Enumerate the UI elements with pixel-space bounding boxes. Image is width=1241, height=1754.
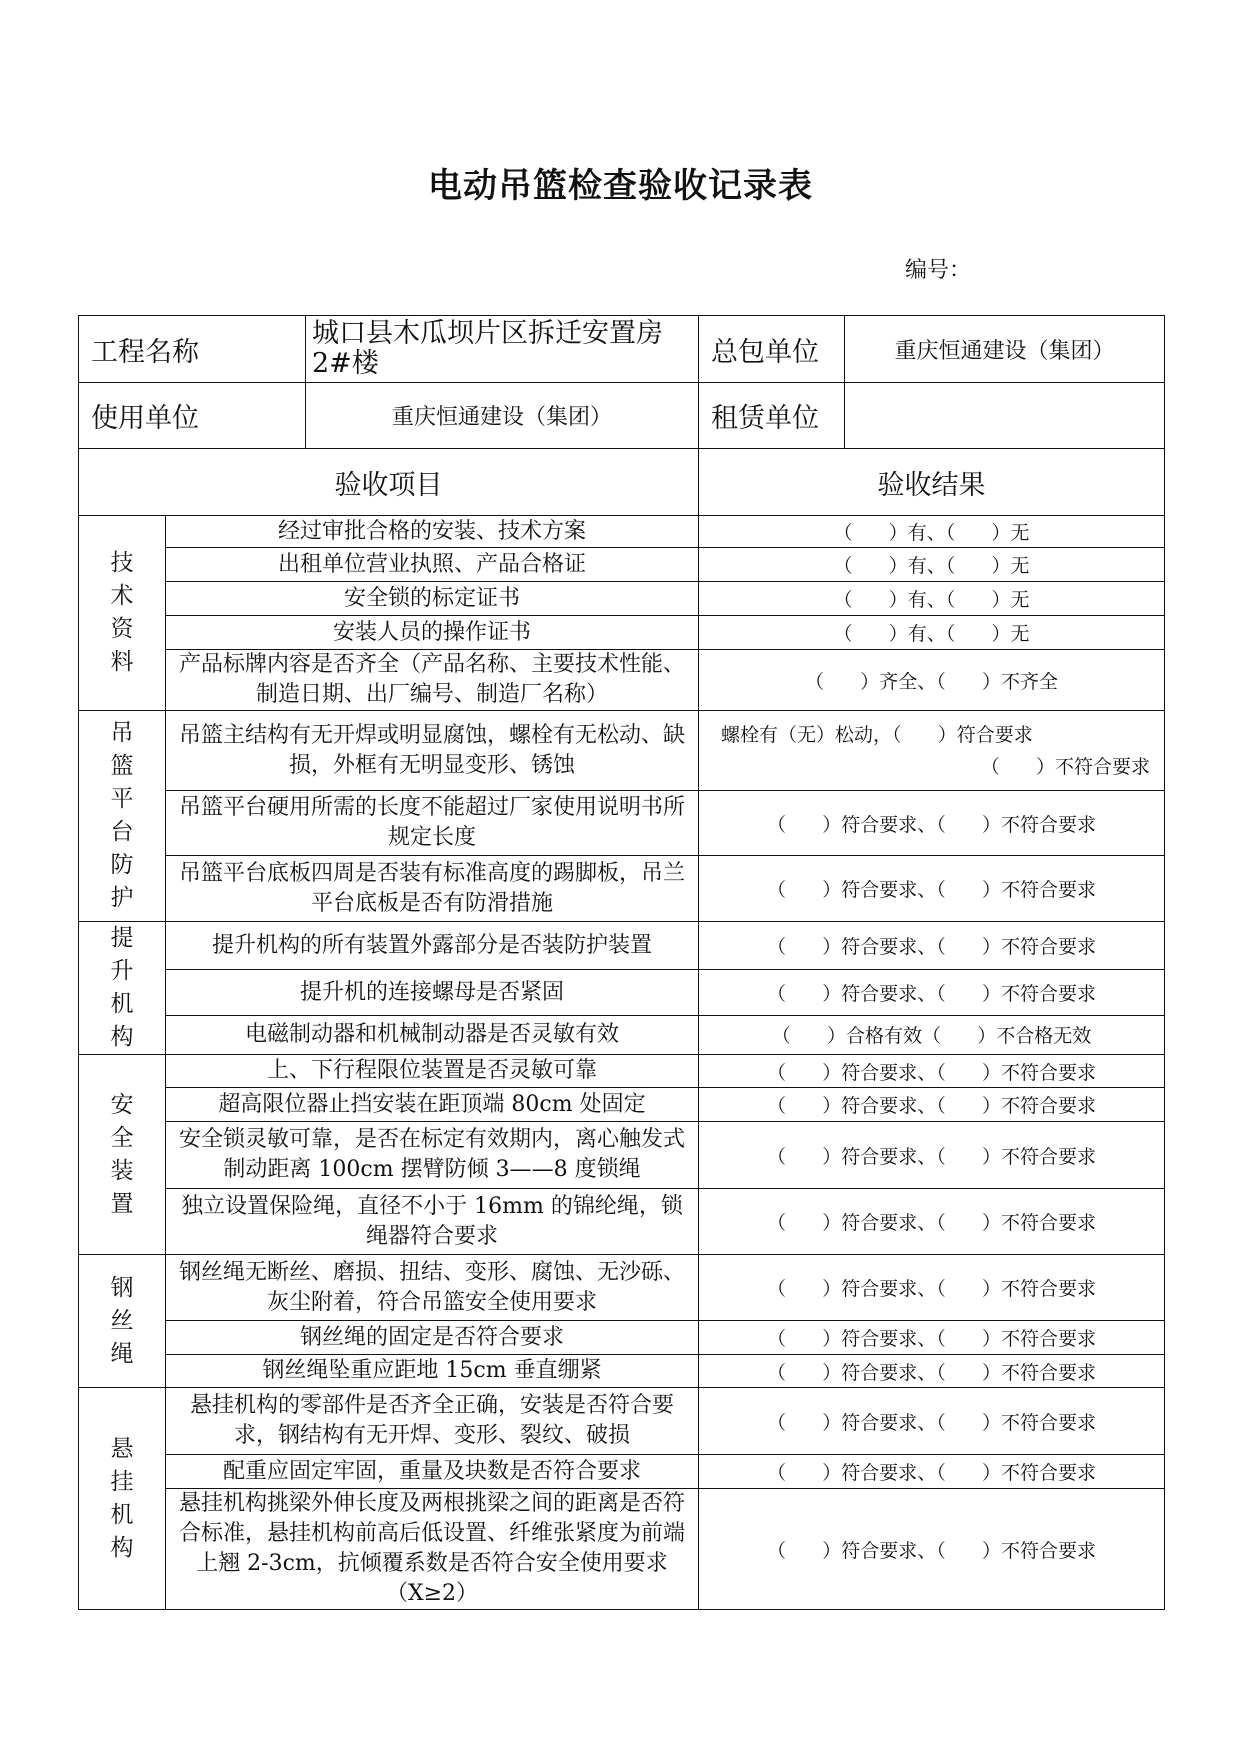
category-cell	[79, 711, 166, 922]
table-row	[79, 791, 1165, 856]
inspection-result: （ ）符合要求、（ ）不符合要求	[699, 1088, 1165, 1122]
table-row	[79, 1122, 1165, 1189]
inspection-item: 吊篮平台底板四周是否装有标准高度的踢脚板，吊兰平台底板是否有防滑措施	[166, 856, 699, 922]
category-char: 装	[110, 1157, 134, 1184]
table-row	[79, 922, 1165, 970]
inspection-item: 独立设置保险绳，直径不小于 16mm 的锦纶绳，锁绳器符合要求	[166, 1189, 699, 1255]
table-row	[79, 516, 1165, 548]
inspection-item: 钢丝绳无断丝、磨损、扭结、变形、腐蚀、无沙砾、灰尘附着，符合吊篮安全使用要求	[166, 1255, 699, 1321]
category-char: 丝	[110, 1307, 134, 1334]
table-row	[79, 582, 1165, 616]
table-row	[79, 1388, 1165, 1455]
inspection-item: 安全锁灵敏可靠，是否在标定有效期内，离心触发式制动距离 100cm 摆臂防倾 3——8 度锁绳	[166, 1122, 699, 1189]
inspection-item: 悬挂机构的零部件是否齐全正确，安装是否符合要求，钢结构有无开焊、变形、裂纹、破损	[166, 1388, 699, 1455]
category-char: 篮	[110, 753, 134, 779]
category-char: 悬	[110, 1435, 134, 1462]
inspection-item: 安装人员的操作证书	[166, 616, 699, 650]
inspection-item: 经过审批合格的安装、技术方案	[166, 516, 699, 548]
category-char: 台	[110, 819, 134, 845]
category-char: 构	[110, 1024, 134, 1050]
category-char: 资	[110, 616, 134, 642]
inspection-result: （ ）齐全、（ ）不齐全	[699, 650, 1165, 711]
inspection-result: （ ）符合要求、（ ）不符合要求	[699, 1388, 1165, 1455]
project-name-label: 工程名称	[79, 316, 306, 383]
inspection-result: （ ）符合要求、（ ）不符合要求	[699, 1255, 1165, 1321]
header-row-user	[79, 383, 1165, 449]
general-contractor-label: 总包单位	[699, 316, 845, 383]
category-cell	[79, 516, 166, 711]
inspection-result: （ ）合格有效（ ）不合格无效	[699, 1015, 1165, 1054]
category-char: 吊	[110, 720, 134, 746]
inspection-result: （ ）符合要求、（ ）不符合要求	[699, 1321, 1165, 1355]
table-row	[79, 1189, 1165, 1255]
category-cell	[79, 1388, 166, 1610]
leasing-unit-label: 租赁单位	[699, 383, 845, 449]
inspection-result: （ ）符合要求、（ ）不符合要求	[699, 1455, 1165, 1489]
inspection-item: 提升机构的所有装置外露部分是否装防护装置	[166, 922, 699, 970]
inspection-result: （ ）有、（ ）无	[699, 582, 1165, 616]
inspection-result: （ ）符合要求、（ ）不符合要求	[699, 1122, 1165, 1189]
inspection-result: （ ）有、（ ）无	[699, 548, 1165, 582]
inspection-result: （ ）符合要求、（ ）不符合要求	[699, 970, 1165, 1015]
category-char: 升	[110, 958, 134, 984]
category-char: 安	[110, 1091, 134, 1118]
using-unit-value: 重庆恒通建设（集团）	[306, 383, 699, 449]
inspection-result: （ ）符合要求、（ ）不符合要求	[699, 791, 1165, 856]
inspection-item: 吊篮主结构有无开焊或明显腐蚀，螺栓有无松动、缺损，外框有无明显变形、锈蚀	[166, 711, 699, 791]
category-char: 挂	[110, 1468, 134, 1495]
result-line: 螺栓有（无）松动，（ ）符合要求	[721, 723, 1033, 746]
inspection-result: （ ）有、（ ）无	[699, 616, 1165, 650]
table-row	[79, 970, 1165, 1015]
general-contractor-value: 重庆恒通建设（集团）	[845, 316, 1165, 383]
inspection-table	[78, 315, 1165, 1610]
serial-number-label: 编号：	[905, 258, 972, 283]
inspection-item: 出租单位营业执照、产品合格证	[166, 548, 699, 582]
inspection-item: 钢丝绳的固定是否符合要求	[166, 1321, 699, 1355]
table-row	[79, 548, 1165, 582]
inspection-item: 钢丝绳坠重应距地 15cm 垂直绷紧	[166, 1355, 699, 1388]
table-row	[79, 711, 1165, 791]
category-char: 置	[110, 1190, 134, 1217]
inspection-result: （ ）符合要求、（ ）不符合要求	[699, 1489, 1165, 1610]
category-cell	[79, 922, 166, 1055]
category-cell	[79, 1055, 166, 1255]
table-row	[79, 650, 1165, 711]
inspection-item: 电磁制动器和机械制动器是否灵敏有效	[166, 1015, 699, 1054]
category-char: 防	[110, 852, 134, 878]
inspection-result: （ ）符合要求、（ ）不符合要求	[699, 1355, 1165, 1388]
inspection-item: 吊篮平台硬用所需的长度不能超过厂家使用说明书所规定长度	[166, 791, 699, 856]
category-char: 钢	[110, 1274, 134, 1301]
inspection-result: （ ）符合要求、（ ）不符合要求	[699, 922, 1165, 970]
header-row-project	[79, 316, 1165, 383]
section-header-row	[79, 449, 1165, 516]
table-row	[79, 1321, 1165, 1355]
category-char: 护	[110, 885, 134, 911]
inspection-item: 提升机的连接螺母是否紧固	[166, 970, 699, 1015]
table-row	[79, 856, 1165, 922]
category-char: 术	[110, 583, 134, 609]
inspection-results-header: 验收结果	[699, 449, 1165, 516]
inspection-result: （ ）有、（ ）无	[699, 516, 1165, 548]
page-title: 电动吊篮检查验收记录表	[428, 166, 813, 206]
table-row	[79, 616, 1165, 650]
category-char: 全	[110, 1124, 134, 1151]
inspection-item: 产品标牌内容是否齐全（产品名称、主要技术性能、制造日期、出厂编号、制造厂名称）	[166, 650, 699, 711]
category-char: 料	[110, 649, 134, 675]
inspection-item: 上、下行程限位装置是否灵敏可靠	[166, 1055, 699, 1088]
inspection-result: （ ）符合要求、（ ）不符合要求	[699, 856, 1165, 922]
inspection-result	[699, 711, 1165, 791]
category-char: 机	[110, 991, 134, 1017]
inspection-item: 悬挂机构挑梁外伸长度及两根挑梁之间的距离是否符合标准，悬挂机构前高后低设置、纤维张紧度为前端上翘 2-3cm，抗倾覆系数是否符合安全使用要求（X≥2）	[166, 1489, 699, 1610]
inspection-result: （ ）符合要求、（ ）不符合要求	[699, 1189, 1165, 1255]
table-row	[79, 1355, 1165, 1388]
table-row	[79, 1255, 1165, 1321]
table-row	[79, 1088, 1165, 1122]
inspection-item: 超高限位器止挡安装在距顶端 80cm 处固定	[166, 1088, 699, 1122]
table-row	[79, 1455, 1165, 1489]
category-char: 绳	[110, 1340, 134, 1367]
table-row	[79, 1489, 1165, 1610]
leasing-unit-value	[845, 383, 1165, 449]
result-line: （ ）不符合要求	[980, 755, 1150, 778]
category-char: 构	[110, 1534, 134, 1561]
inspection-item: 安全锁的标定证书	[166, 582, 699, 616]
inspection-item: 配重应固定牢固，重量及块数是否符合要求	[166, 1455, 699, 1489]
category-cell	[79, 1255, 166, 1388]
category-char: 技	[110, 550, 134, 576]
using-unit-label: 使用单位	[79, 383, 306, 449]
inspection-result: （ ）符合要求、（ ）不符合要求	[699, 1055, 1165, 1088]
project-name-value: 城口县木瓜坝片区拆迁安置房 2#楼	[306, 316, 699, 383]
inspection-items-header: 验收项目	[79, 449, 699, 516]
table-row	[79, 1015, 1165, 1054]
category-char: 机	[110, 1501, 134, 1528]
table-row	[79, 1055, 1165, 1088]
category-char: 平	[110, 786, 134, 812]
category-char: 提	[110, 925, 134, 951]
